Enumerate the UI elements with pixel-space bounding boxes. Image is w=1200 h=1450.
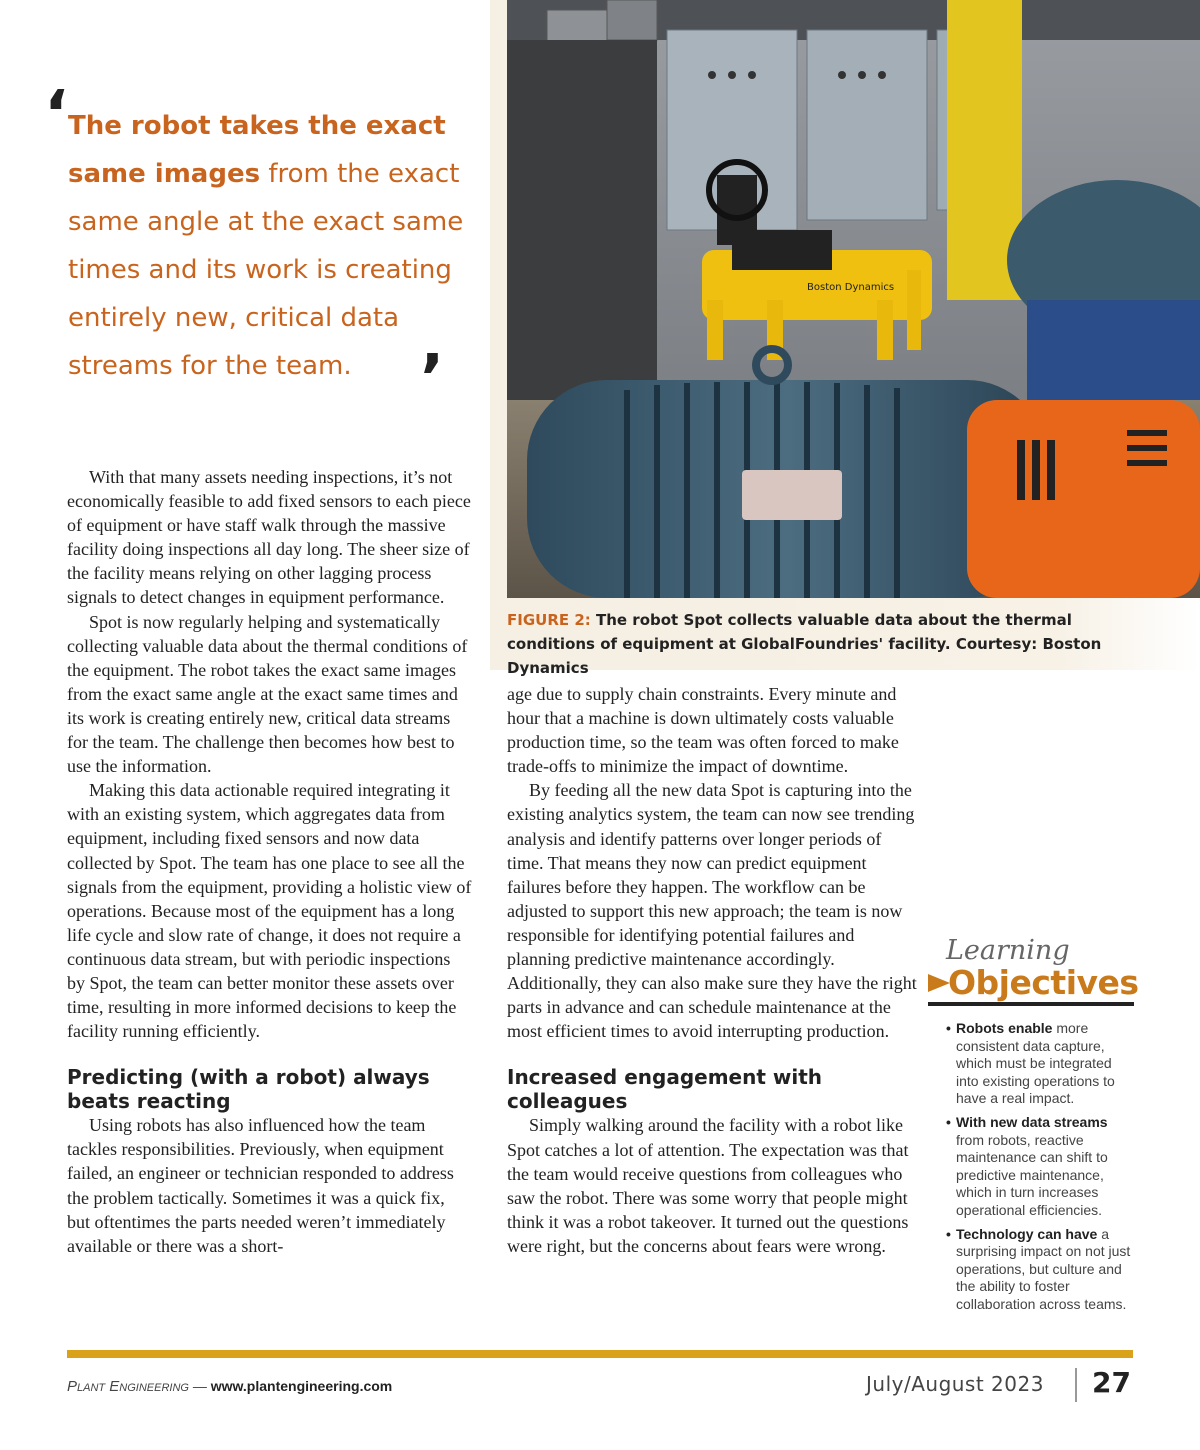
robot-brand-label: Boston Dynamics: [807, 282, 895, 293]
paragraph: Making this data actionable required integrating it with an existing system, which aggregates data from equipment, including fixed sensors and now data collected by Spot. The team has one place to see all the signals from the equipment, providing a holistic view of operations. Because most of the equipment has a long life cycle and slow rate of change, it does not require a continuous data stream, but with periodic inspections by Spot, the team can better monitor these assets over time, resulting in more informed decisions to keep the facility running efficiently.: [67, 780, 472, 1042]
divider: [928, 1002, 1134, 1006]
robot-photo-illustration: [507, 0, 1200, 598]
figure-caption: [507, 608, 1157, 680]
paragraph: Spot is now regularly helping and systematically collecting valuable data about the thermal conditions of the equipment. The robot takes the exact same images from the exact same angle at the exact same times and its work is creating entirely new, critical data streams for the team. The challenge then becomes how best to use the information.: [67, 611, 468, 777]
objective-text: a surprising impact on not just operations, but culture and the ability to foster collaboration across teams.: [956, 1225, 1131, 1312]
bullet-icon: •: [946, 1225, 951, 1242]
pull-quote-rest: from the exact same angle at the exact same times and its work is creating entirely new, critical data streams for the team.: [68, 159, 464, 381]
paragraph: Using robots has also influenced how the team tackles responsibilities. Previously, when equipment failed, an engineer or technician responded to address the problem tactically. Sometimes it was a quick fix, but oftentimes the parts needed weren’t immediately available or there was a short-: [67, 1115, 454, 1256]
issue-date: July/August 2023: [866, 1372, 1044, 1396]
list-item: [928, 1114, 1138, 1220]
close-quote-mark: ’: [420, 342, 445, 416]
figure-photo: [507, 0, 1200, 598]
objective-bold: With new data streams: [956, 1113, 1108, 1130]
pull-quote-bold: The robot takes the exact same images: [68, 111, 446, 189]
page-number: 27: [1092, 1366, 1131, 1399]
section-heading: Predicting (with a robot) always beats reacting: [67, 1065, 430, 1114]
bullet-icon: •: [946, 1113, 951, 1130]
learning-objectives-title-bottom: Objectives: [948, 963, 1139, 1002]
publication-url[interactable]: www.plantengineering.com: [210, 1378, 393, 1394]
objective-bold: Robots enable: [956, 1020, 1053, 1036]
list-item: [928, 1020, 1138, 1108]
bullet-icon: •: [946, 1020, 951, 1036]
footer-separator: —: [188, 1378, 211, 1394]
learning-objectives-title: [948, 963, 1139, 1002]
footer-publication: [67, 1378, 392, 1395]
paragraph: Simply walking around the facility with a robot like Spot catches a lot of attention. The expectation was that the team would receive questions from colleagues who saw the robot. There was some worry that people might think it was a robot takeover. It turned out the questions were right, but the concerns about fears were wrong.: [507, 1115, 909, 1256]
objectives-list: [928, 1020, 1138, 1314]
paragraph: age due to supply chain constraints. Every minute and hour that a machine is down ultimately costs valuable production time, so the team was often forced to make trade-offs to minimize the impact of downtime.: [507, 684, 899, 777]
figure-panel: [490, 0, 1200, 677]
body-column-2: [507, 682, 917, 1258]
learning-objectives-box: [928, 936, 1138, 1320]
arrow-icon: [928, 974, 950, 992]
divider: [1075, 1368, 1077, 1402]
objective-text: from robots, reactive maintenance can shift to predictive maintenance, which in turn increases operational efficiencies.: [956, 1131, 1108, 1218]
figure-label: FIGURE 2:: [507, 611, 591, 629]
paragraph: By feeding all the new data Spot is capturing into the existing analytics system, the team can now see trending analysis and identify patterns over longer periods of time. That means they now can predict equipment failures before they happen. The workflow can be adjusted to support this new approach; the team is now responsible for identifying potential failures and planning predictive maintenance accordingly. Additionally, they can also make sure they have the right parts in advance and can schedule maintenance at the most efficient times to avoid interrupting production.: [507, 780, 917, 1042]
objective-bold: Technology can have: [956, 1225, 1098, 1242]
paragraph: With that many assets needing inspections, it’s not economically feasible to add fixed sensors to each piece of equipment or have staff walk through the massive facility doing inspections all day long. The sheer size of the facility means relying on other lagging process signals to detect changes in equipment performance.: [67, 467, 471, 608]
learning-objectives-title-top: Learning: [946, 935, 1070, 966]
publication-name: Plant Engineering: [67, 1378, 189, 1395]
list-item: [928, 1226, 1138, 1314]
open-quote-mark: ‘: [44, 78, 69, 152]
body-column-1: [67, 465, 472, 1258]
footer-rule: [67, 1350, 1133, 1358]
figure-caption-text: The robot Spot collects valuable data about the thermal conditions of equipment at GlobalFoundries' facility. Courtesy: Boston Dynamics: [507, 611, 1102, 677]
objective-text: more consistent data capture, which must be integrated into existing operations to have a real impact.: [956, 1020, 1115, 1107]
section-heading: Increased engagement with colleagues: [507, 1065, 822, 1114]
pull-quote: [68, 102, 468, 390]
